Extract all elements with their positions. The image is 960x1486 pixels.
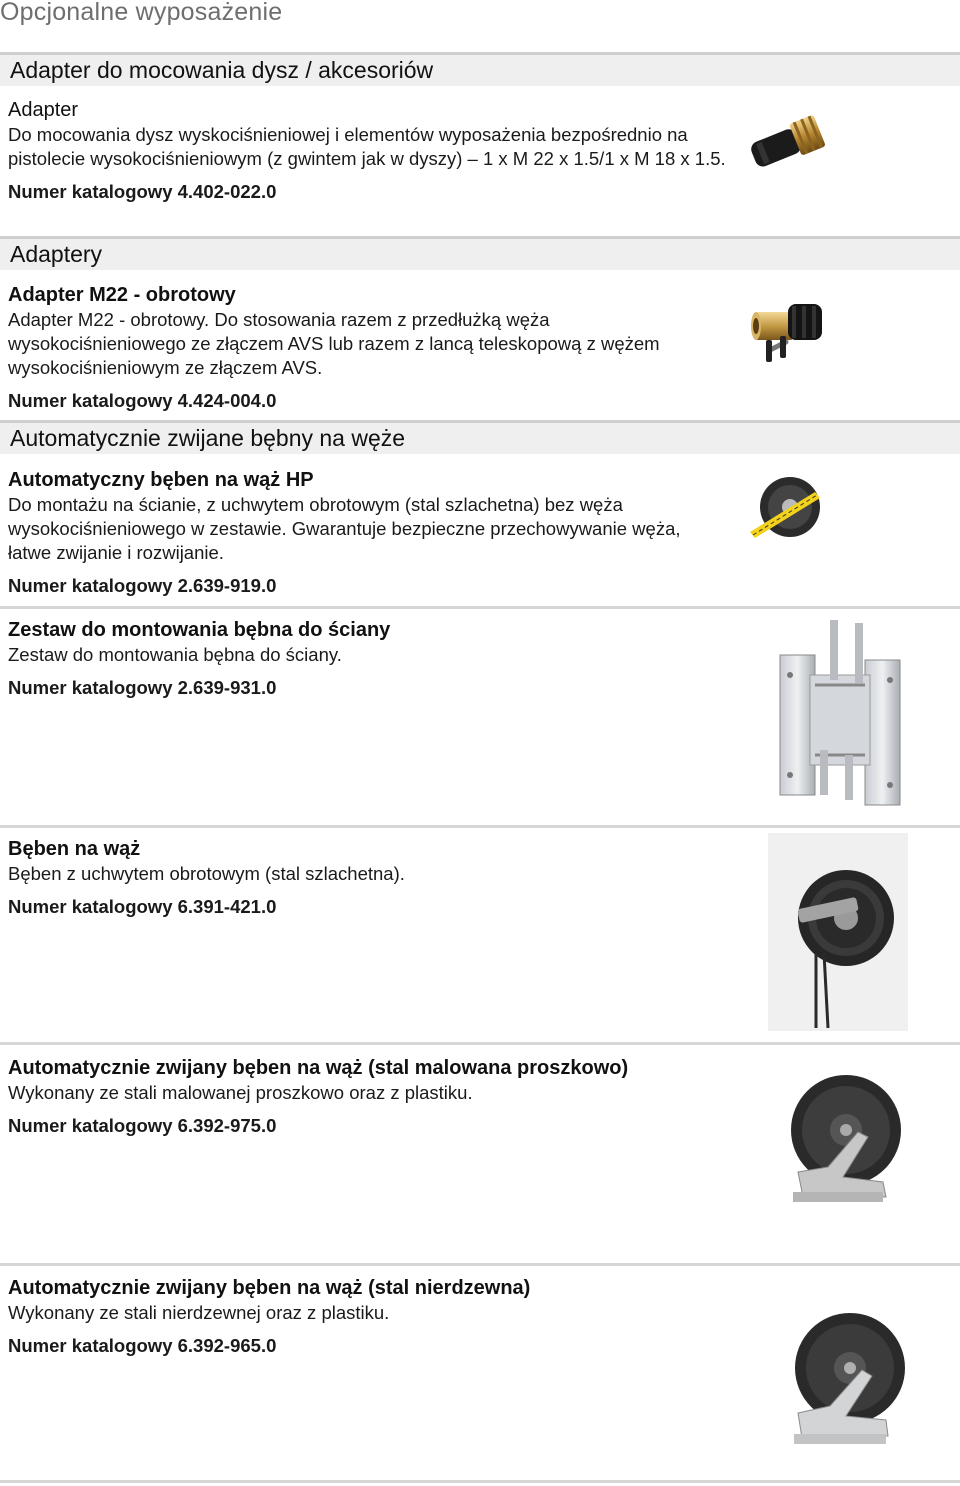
hose-reel-image — [768, 833, 908, 1031]
catalog-number: Numer katalogowy 4.424-004.0 — [8, 390, 277, 411]
stainless-reel-image — [788, 1308, 908, 1453]
catalog-number: Numer katalogowy 6.392-965.0 — [8, 1335, 277, 1356]
product-item-hp-hose-reel — [8, 467, 728, 598]
powder-coated-reel-image — [788, 1072, 908, 1212]
product-name: Adapter M22 - obrotowy — [8, 284, 236, 306]
section-title: Adapter do mocowania dysz / akcesoriów — [10, 57, 434, 83]
divider — [0, 1263, 960, 1266]
catalog-number: Numer katalogowy 6.391-421.0 — [8, 896, 277, 917]
product-description: Wykonany ze stali malowanej proszkowo oraz z plastiku. — [8, 1082, 473, 1103]
catalog-number: Numer katalogowy 2.639-931.0 — [8, 677, 277, 698]
catalog-number: Numer katalogowy 2.639-919.0 — [8, 575, 277, 596]
hp-hose-reel-image — [745, 470, 835, 545]
product-description: Wykonany ze stali nierdzewnej oraz z plastiku. — [8, 1302, 390, 1323]
section-header-adapters — [0, 236, 960, 270]
divider — [0, 1480, 960, 1483]
product-description: Do montażu na ścianie, z uchwytem obrotowym (stal szlachetna) bez węża wysokociśnieniowego w zestawie. Gwarantuje bezpieczne przechowywanie węża, łatwe zwijanie i rozwijanie. — [8, 494, 681, 563]
adapter-m22-image — [748, 290, 833, 365]
catalog-number: Numer katalogowy 4.402-022.0 — [8, 181, 277, 202]
product-description: Bęben z uchwytem obrotowym (stal szlachetna). — [8, 863, 405, 884]
divider — [0, 825, 960, 828]
product-name: Automatycznie zwijany bęben na wąż (stal nierdzewna) — [8, 1277, 531, 1299]
section-title: Automatycznie zwijane bębny na węże — [10, 425, 406, 451]
product-item-adapter-m22 — [8, 282, 728, 413]
product-item-hose-reel — [8, 836, 728, 919]
section-header-adapter-mounting — [0, 52, 960, 86]
product-name: Automatycznie zwijany bęben na wąż (stal malowana proszkowo) — [8, 1057, 629, 1079]
product-item-wall-mount-kit — [8, 617, 728, 700]
product-item-powder-coated-reel — [8, 1055, 728, 1138]
product-description: Adapter M22 - obrotowy. Do stosowania razem z przedłużką węża wysokociśnieniowego ze złączem AVS lub razem z lancą teleskopową z wężem wysokociśnieniowym ze złączem AVS. — [8, 309, 660, 378]
product-item-adapter — [8, 97, 728, 204]
wall-mount-kit-image — [770, 615, 910, 810]
divider — [0, 1042, 960, 1045]
product-name: Automatyczny bęben na wąż HP — [8, 469, 314, 491]
product-item-stainless-reel — [8, 1275, 728, 1358]
divider — [0, 606, 960, 609]
product-name: Bęben na wąż — [8, 838, 141, 860]
section-header-hose-reels — [0, 420, 960, 454]
page-title: Opcjonalne wyposażenie — [0, 0, 283, 26]
product-name: Zestaw do montowania bębna do ściany — [8, 619, 391, 641]
product-description: Zestaw do montowania bębna do ściany. — [8, 644, 342, 665]
product-name: Adapter — [8, 99, 79, 121]
adapter-image — [745, 105, 835, 175]
product-description: Do mocowania dysz wyskociśnieniowej i elementów wyposażenia bezpośrednio na pistolecie wysokociśnieniowym (z gwintem jak w dyszy) – 1 x M 22 x 1.5/1 x M 18 x 1.5. — [8, 124, 726, 169]
section-title: Adaptery — [10, 241, 103, 267]
catalog-number: Numer katalogowy 6.392-975.0 — [8, 1115, 277, 1136]
